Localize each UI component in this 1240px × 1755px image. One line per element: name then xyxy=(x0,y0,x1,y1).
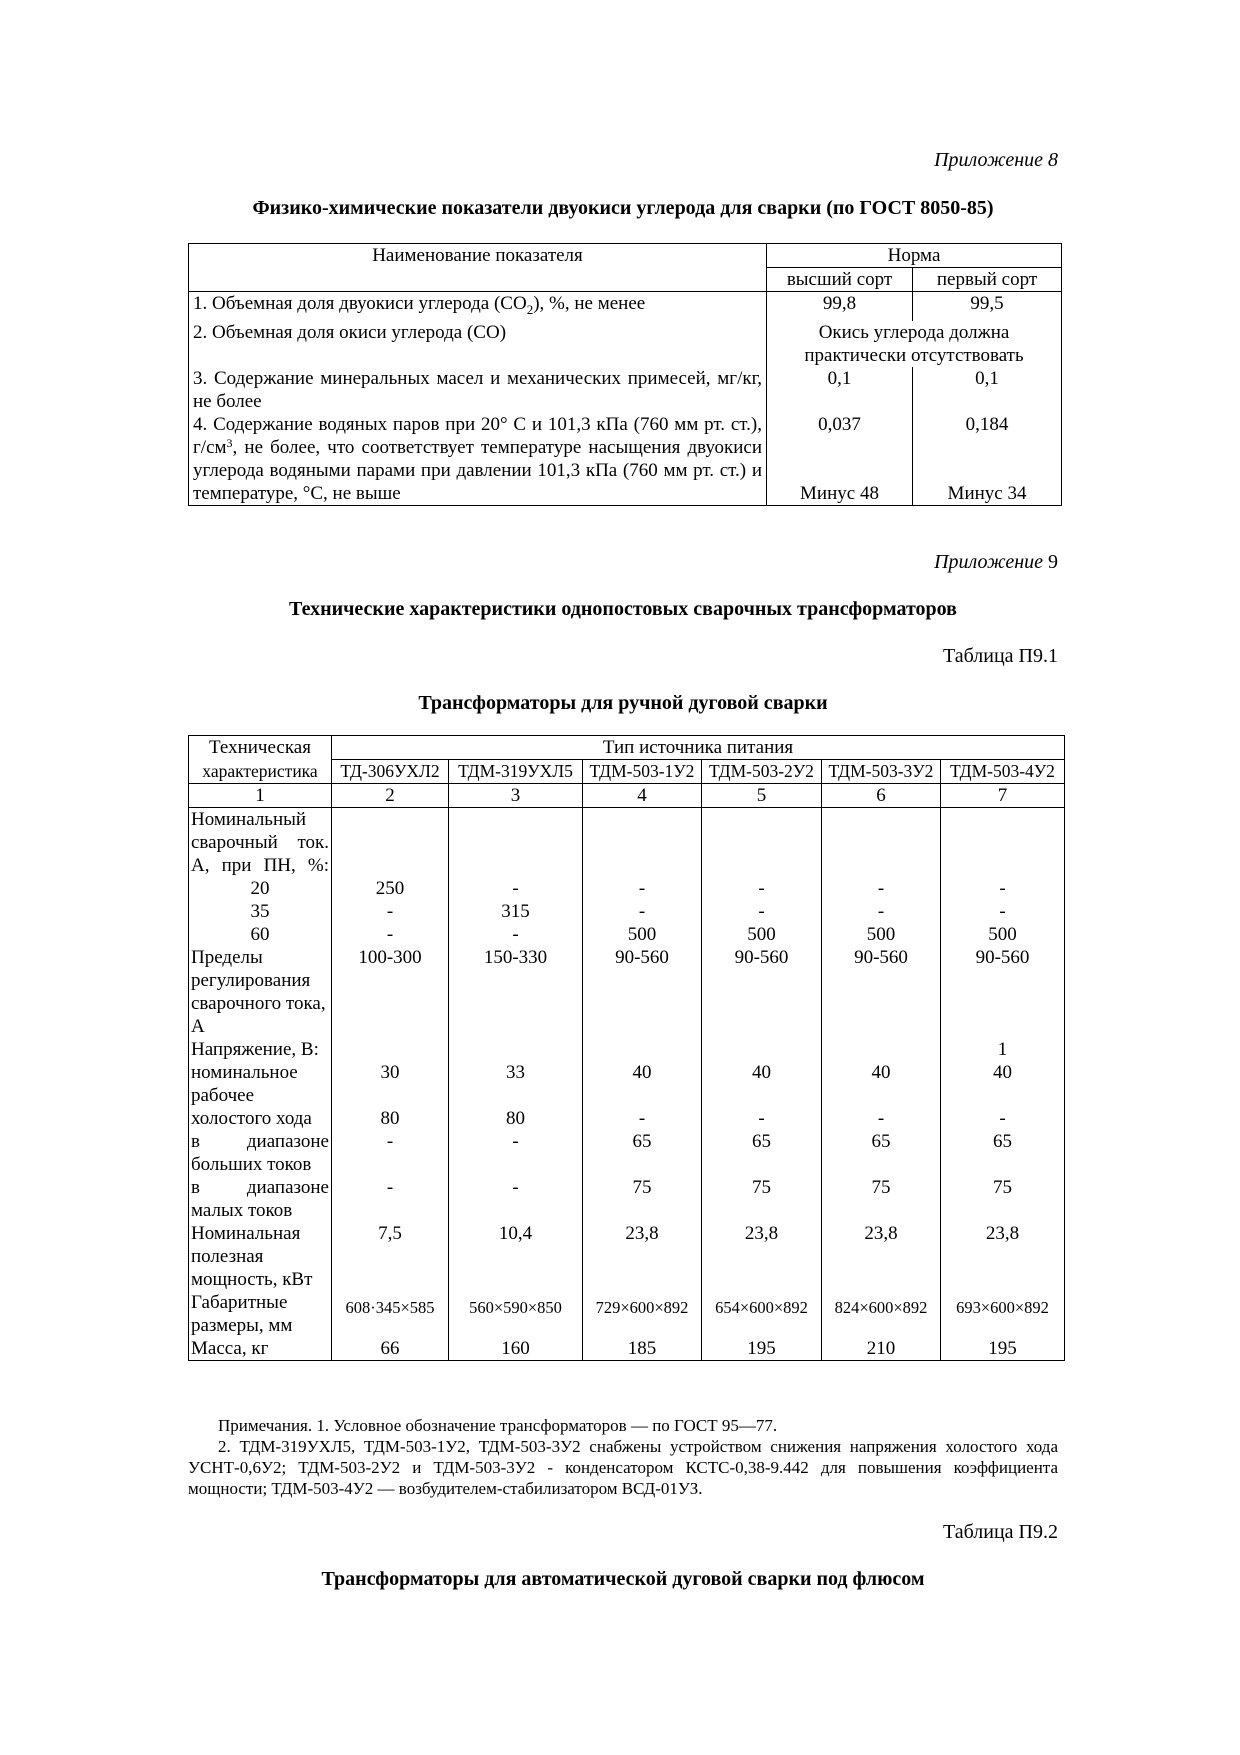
row-value: - xyxy=(941,1107,1065,1130)
row-value: - xyxy=(449,1176,583,1222)
row-value: 693×600×892 xyxy=(941,1291,1065,1337)
row-value: 729×600×892 xyxy=(583,1291,702,1337)
header-model: ТДМ-319УХЛ5 xyxy=(449,760,583,784)
row-value xyxy=(822,808,941,878)
row-value: 10,4 xyxy=(449,1222,583,1291)
row-value: 210 xyxy=(822,1337,941,1361)
row-value: - xyxy=(941,900,1065,923)
header-indicator-name: Наименование показателя xyxy=(189,244,767,292)
table-row xyxy=(189,808,1065,878)
row-value: 40 xyxy=(583,1061,702,1107)
row-value: 75 xyxy=(822,1176,941,1222)
table-row xyxy=(189,1061,1065,1107)
row-value: 75 xyxy=(941,1176,1065,1222)
header-norm: Норма xyxy=(767,244,1062,268)
row-value xyxy=(702,808,822,878)
row-value: 99,8 xyxy=(767,292,913,321)
row-value: 65 xyxy=(702,1130,822,1176)
appendix-9-label: Приложение 9 xyxy=(934,551,1058,573)
header-grade-top: высший сорт xyxy=(767,268,913,292)
table-row xyxy=(189,413,1062,506)
row-value: 0,1 xyxy=(767,367,913,413)
row-value: 90-560 xyxy=(583,946,702,1038)
column-number: 2 xyxy=(332,784,449,808)
row-value: 99,5 xyxy=(913,292,1062,321)
row-value: 250 xyxy=(332,877,449,900)
row-value: - xyxy=(449,923,583,946)
row-value: 500 xyxy=(583,923,702,946)
column-number: 5 xyxy=(702,784,822,808)
table-p9-1-title: Трансформаторы для ручной дуговой сварки xyxy=(418,692,828,714)
table-row xyxy=(189,1107,1065,1130)
row-value: - xyxy=(583,877,702,900)
table-p9-2-label: Таблица П9.2 xyxy=(943,1521,1058,1543)
row-value: - xyxy=(332,900,449,923)
row-name: 1. Объемная доля двуокиси углерода $(CO_2)$, %, не менее xyxy=(189,292,767,321)
header-grade-first: первый сорт xyxy=(913,268,1062,292)
row-name: 3. Содержание минеральных масел и механических примесей, мг/кг, не более xyxy=(189,367,767,413)
table-header-row xyxy=(189,244,1062,268)
row-value: 150-330 xyxy=(449,946,583,1038)
row-value: 654×600×892 xyxy=(702,1291,822,1337)
row-label: Номинальная полезная мощность, кВт xyxy=(189,1222,332,1291)
manual-welding-transformers-table xyxy=(188,735,1065,1361)
row-value: 0,037 Минус 48 xyxy=(767,413,913,506)
row-value xyxy=(583,1038,702,1061)
header-power-source-type: Тип источника питания xyxy=(332,736,1065,760)
row-value: - xyxy=(941,877,1065,900)
row-value: - xyxy=(332,1130,449,1176)
row-value xyxy=(583,808,702,878)
row-value: 7,5 xyxy=(332,1222,449,1291)
row-value: - xyxy=(332,1176,449,1222)
table-row xyxy=(189,1176,1065,1222)
row-value: 500 xyxy=(941,923,1065,946)
row-name: 2. Объемная доля окиси углерода (CO) xyxy=(189,321,767,367)
column-number: 4 xyxy=(583,784,702,808)
row-value: 315 xyxy=(449,900,583,923)
table-row xyxy=(189,923,1065,946)
row-value: 90-560 xyxy=(941,946,1065,1038)
row-value: 500 xyxy=(822,923,941,946)
table-row xyxy=(189,900,1065,923)
row-value: - xyxy=(702,900,822,923)
row-label: Габаритные размеры, мм xyxy=(189,1291,332,1337)
row-value: - xyxy=(583,900,702,923)
column-number: 6 xyxy=(822,784,941,808)
table-row xyxy=(189,321,1062,367)
row-value: 0,1 xyxy=(913,367,1062,413)
row-label: Пределы регулирования сварочного тока, А xyxy=(189,946,332,1038)
row-label: 60 xyxy=(189,923,332,946)
row-value: 560×590×850 xyxy=(449,1291,583,1337)
row-value: - xyxy=(822,877,941,900)
row-value: 23,8 xyxy=(702,1222,822,1291)
co2-properties-table xyxy=(188,243,1062,506)
header-model: ТДМ-503-1У2 xyxy=(583,760,702,784)
table-p9-2-title: Трансформаторы для автоматической дуговой сварки под флюсом xyxy=(321,1568,925,1590)
row-value: 1 xyxy=(941,1038,1065,1061)
row-value: - xyxy=(702,877,822,900)
header-model: ТДМ-503-4У2 xyxy=(941,760,1065,784)
table-row xyxy=(189,367,1062,413)
appendix-8-title: Физико-химические показатели двуокиси углерода для сварки (по ГОСТ 8050-85) xyxy=(252,197,994,219)
row-value: 40 xyxy=(941,1061,1065,1107)
table-row xyxy=(189,946,1065,1038)
row-value xyxy=(941,808,1065,878)
note-1: Примечания. 1. Условное обозначение трансформаторов — по ГОСТ 95—77. xyxy=(218,1416,778,1435)
row-label: 35 xyxy=(189,900,332,923)
row-label: в диапазоне больших токов xyxy=(189,1130,332,1176)
row-value: 160 xyxy=(449,1337,583,1361)
row-value: - xyxy=(822,900,941,923)
row-value: 100-300 xyxy=(332,946,449,1038)
column-number: 3 xyxy=(449,784,583,808)
row-value: - xyxy=(449,877,583,900)
header-model: ТД-306УХЛ2 xyxy=(332,760,449,784)
header-characteristic: Техническая xyxy=(189,736,332,760)
row-value xyxy=(332,808,449,878)
row-value: 40 xyxy=(702,1061,822,1107)
row-value: - xyxy=(822,1107,941,1130)
row-value xyxy=(332,1038,449,1061)
row-value: 0,184 Минус 34 xyxy=(913,413,1062,506)
table-header-row xyxy=(189,760,1065,784)
row-name: 4. Содержание водяных паров при 20° С и 101,3 кПа (760 мм рт. ст.), $г/см^3$, не более, что соответствует температуре насыщения двуокиси углерода водяными парами при давлении 101,3 кПа (760 мм рт. ст.) и температуре, °С, не выше xyxy=(189,413,767,506)
row-value: - xyxy=(583,1107,702,1130)
note-2: 2. ТДМ-319УХЛ5, ТДМ-503-1У2, ТДМ-503-3У2 снабжены устройством снижения напряжения холостого хода УСНТ-0,6У2; ТДМ-503-2У2 и ТДМ-503-3У2 - конденсатором КСТС-0,38-9.442 для повышения коэффициента мощности; ТДМ-503-4У2 — возбудителем-стабилизатором ВСД-01УЗ. xyxy=(188,1437,1058,1498)
row-value: 23,8 xyxy=(822,1222,941,1291)
appendix-9-title: Технические характеристики однопостовых сварочных трансформаторов xyxy=(289,598,957,620)
header-model: ТДМ-503-2У2 xyxy=(702,760,822,784)
row-value: 23,8 xyxy=(941,1222,1065,1291)
row-value: 65 xyxy=(583,1130,702,1176)
table-row xyxy=(189,1038,1065,1061)
table-row xyxy=(189,877,1065,900)
row-value: 30 xyxy=(332,1061,449,1107)
row-value: 195 xyxy=(702,1337,822,1361)
row-value: 65 xyxy=(822,1130,941,1176)
row-value xyxy=(449,1038,583,1061)
row-value: 75 xyxy=(583,1176,702,1222)
row-value: 33 xyxy=(449,1061,583,1107)
row-value xyxy=(702,1038,822,1061)
row-label: холостого хода xyxy=(189,1107,332,1130)
table-row xyxy=(189,292,1062,321)
row-value: 195 xyxy=(941,1337,1065,1361)
row-value: - xyxy=(449,1130,583,1176)
row-note: Окись углерода должна практически отсутствовать xyxy=(767,321,1062,367)
row-label: Напряжение, В: xyxy=(189,1038,332,1061)
row-value: 23,8 xyxy=(583,1222,702,1291)
row-label: в диапазоне малых токов xyxy=(189,1176,332,1222)
row-label: номинальное рабочее xyxy=(189,1061,332,1107)
row-label: 20 xyxy=(189,877,332,900)
table-column-numbers xyxy=(189,784,1065,808)
row-value xyxy=(449,808,583,878)
row-label: Масса, кг xyxy=(189,1337,332,1361)
table-row xyxy=(189,1337,1065,1361)
table-row xyxy=(189,1291,1065,1337)
row-value: 66 xyxy=(332,1337,449,1361)
table-row xyxy=(189,1130,1065,1176)
row-value: 90-560 xyxy=(822,946,941,1038)
row-value: 75 xyxy=(702,1176,822,1222)
table-notes xyxy=(188,1415,1058,1499)
row-value: - xyxy=(332,923,449,946)
row-value xyxy=(822,1038,941,1061)
column-number: 1 xyxy=(189,784,332,808)
row-value: 80 xyxy=(332,1107,449,1130)
row-value: 500 xyxy=(702,923,822,946)
row-value: - xyxy=(702,1107,822,1130)
table-p9-1-label: Таблица П9.1 xyxy=(943,645,1058,667)
row-value: 185 xyxy=(583,1337,702,1361)
row-value: 80 xyxy=(449,1107,583,1130)
row-value: 90-560 xyxy=(702,946,822,1038)
appendix-8-label: Приложение 8 xyxy=(934,149,1058,171)
header-model: ТДМ-503-3У2 xyxy=(822,760,941,784)
column-number: 7 xyxy=(941,784,1065,808)
row-value: 824×600×892 xyxy=(822,1291,941,1337)
table-header-row xyxy=(189,736,1065,760)
row-value: 65 xyxy=(941,1130,1065,1176)
row-value: 608·345×585 xyxy=(332,1291,449,1337)
row-value: 40 xyxy=(822,1061,941,1107)
table-row xyxy=(189,1222,1065,1291)
row-label: Номинальный сварочный ток. А, при ПН, %: xyxy=(189,808,332,878)
header-characteristic: характеристика xyxy=(189,760,332,784)
